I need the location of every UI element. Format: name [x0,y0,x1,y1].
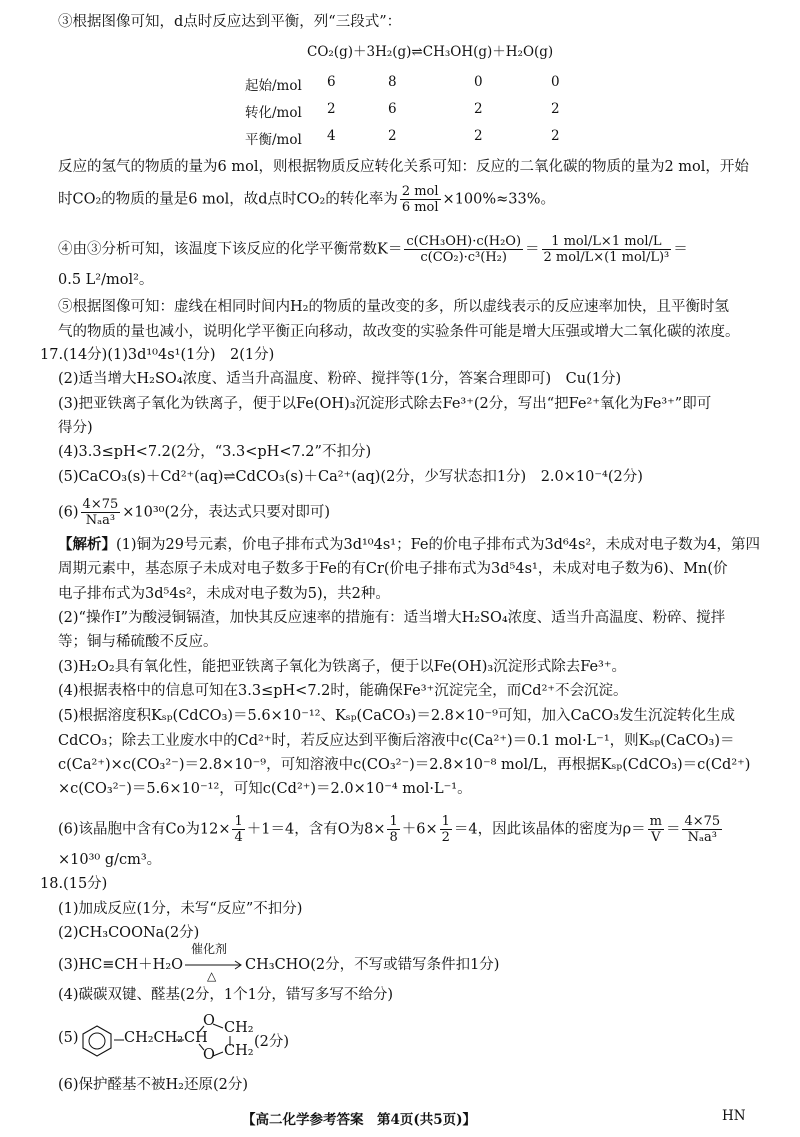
cell: 2 [388,128,397,144]
denominator: 6 mol [401,200,439,215]
bond-line [114,1039,124,1043]
cell: 2 [327,101,336,117]
q17-analysis-1c: 电子排布式为3d⁵4s²，未成对电子数为5)，共2种。 [58,586,390,602]
numerator: 1 [389,814,398,829]
table-row [245,74,625,94]
q17-answer-4: (4)3.3≤pH<7.2(2分，“3.3<pH<7.2”不扣分) [58,444,372,460]
q17-analysis-5b: CdCO₃；除去工业废水中的Cd²⁺时，若反应达到平衡后溶液中c(Ca²⁺)＝0.1 mol·L⁻¹，则Kₛₚ(CaCO₃)＝ [58,733,735,749]
fraction [232,814,244,845]
cell: 2 [474,101,483,117]
text: ＝ [665,821,681,838]
ch2-label: CH₂ [224,1020,254,1036]
row-label: 平衡/mol [245,132,302,148]
oxygen-label: O [203,1047,215,1063]
heat-symbol: △ [207,969,217,983]
text: (6)该晶胞中含有Co为12× [58,821,231,838]
text: (3)HC≡CH＋H₂O [58,957,184,973]
footer-title: 【高二化学参考答案 第4页(共5页)】 [242,1112,477,1128]
numerator: 4×75 [82,497,119,512]
q16-para-1a: 反应的氢气的物质的量为6 mol，则根据物质反应转化关系可知：反应的二氧化碳的物质的量为2 mol，开始 [58,159,749,175]
cell: 4 [327,128,336,144]
oxygen-label: O [203,1013,215,1029]
fraction [440,814,452,845]
catalyst-label: 催化剂 [191,942,228,956]
q17-analysis-5a: (5)根据溶度积Kₛₚ(CdCO₃)＝5.6×10⁻¹²、Kₛₚ(CaCO₃)＝2.8×10⁻⁹可知，加入CaCO₃发生沉淀转化生成 [58,708,736,724]
denominator: Nₐa³ [687,830,718,845]
text: ④由③分析可知，该温度下该反应的化学平衡常数K＝ [58,241,403,258]
cell: 2 [551,101,560,117]
q17-answer-3b: 得分) [58,420,93,436]
q17-analysis-1a [58,535,760,555]
text: CH₃CHO(2分，不写或错写条件扣1分) [245,957,500,973]
q17-analysis-5c: c(Ca²⁺)×c(CO₃²⁻)＝2.8×10⁻⁹，可知溶液中c(CO₃²⁻)＝2.8×10⁻⁸ mol/L，再根据Kₛₚ(CdCO₃)＝c(Cd²⁺) [58,757,751,773]
text: ＝ [525,241,540,258]
ch2-label: CH₂ [224,1043,254,1059]
fraction [404,234,523,265]
q16-step5-b: 气的物质的量也减小，说明化学平衡正向移动，故改变的实验条件可能是增大压强或增大二氧化碳的浓度。 [58,324,740,340]
q17-answer-3a: (3)把亚铁离子氧化为铁离子，便于以Fe(OH)₃沉淀形式除去Fe³⁺(2分，写出“把Fe²⁺氧化为Fe³⁺”即可 [58,396,712,412]
cell: 2 [551,128,560,144]
row-label: 起始/mol [245,78,302,94]
q18-answer-6: (6)保护醛基不被H₂还原(2分) [58,1077,249,1093]
bond-line [176,1039,184,1043]
score-note: (2分) [254,1034,290,1050]
q16-step3-intro: ③根据图像可知，d点时反应达到平衡，列“三段式”： [58,14,402,30]
numerator: c(CH₃OH)·c(H₂O) [406,234,522,249]
q17-analysis-6b: ×10³⁰ g/cm³。 [58,852,162,868]
ch-label: CH [184,1030,208,1046]
fraction [648,814,664,845]
text: ×10³⁰(2分，表达式只要对即可) [122,504,331,521]
table-row [245,101,625,121]
q18-heading: 18.(15分) [40,876,108,892]
table-row [245,128,625,148]
denominator: 4 [234,830,243,845]
cell: 6 [327,74,336,90]
text: ＋1＝4，含有O为8× [246,821,386,838]
numerator: 2 mol [401,184,439,199]
text: (5) [58,1030,79,1046]
text: ＋6× [401,821,438,838]
q17-analysis-4: (4)根据表格中的信息可知在3.3≤pH<7.2时，能确保Fe³⁺沉淀完全，而Cd²⁺不会沉淀。 [58,683,628,699]
q17-analysis-3: (3)H₂O₂具有氧化性，能把亚铁离子氧化为铁离子，便于以Fe(OH)₃沉淀形式除去Fe³⁺。 [58,659,627,675]
denominator: 2 [441,830,450,845]
footer-code: HN [722,1108,746,1124]
numerator: 1 [234,814,243,829]
benzene-ring-icon [80,1024,114,1058]
text: 时CO₂的物质的量是6 mol，故d点时CO₂的转化率为 [58,191,398,208]
q17-analysis-6a [58,814,724,845]
q17-answer-2: (2)适当增大H₂SO₄浓度、适当升高温度、粉碎、搅拌等(1分，答案合理即可) Cu(1分) [58,371,622,387]
q17-answer-5: (5)CaCO₃(s)＋Cd²⁺(aq)⇌CdCO₃(s)＋Ca²⁺(aq)(2分，少写状态扣1分) 2.0×10⁻⁴(2分) [58,469,643,485]
q18-answer-5 [58,1010,358,1070]
denominator: 8 [389,830,398,845]
q16-para-1b [58,184,555,215]
analysis-label: 【解析】 [58,536,116,553]
cell: 2 [474,128,483,144]
denominator: V [651,830,661,845]
text: ＝4，因此该晶体的密度为ρ＝ [453,821,646,838]
text: ×100%≈33%。 [442,191,556,208]
q17-analysis-2a: (2)“操作Ⅰ”为酸浸铜镉渣，加快其反应速率的措施有：适当增大H₂SO₄浓度、适当升高温度、粉碎、搅拌 [58,610,726,626]
denominator: Nₐa³ [85,513,116,528]
cell: 6 [388,101,397,117]
q18-answer-1: (1)加成反应(1分，未写“反应”不扣分) [58,901,303,917]
q17-analysis-2b: 等；铜与稀硫酸不反应。 [58,634,218,650]
numerator: 4×75 [684,814,721,829]
reaction-arrow [183,942,245,983]
text: (6) [58,504,79,521]
reaction-equation: CO₂(g)＋3H₂(g)⇌CH₃OH(g)＋H₂O(g) [307,44,554,60]
fraction [387,814,399,845]
denominator: 2 mol/L×(1 mol/L)³ [543,250,670,265]
ring-bonds [194,1016,234,1066]
cell: 0 [474,74,483,90]
q17-answer-6 [58,497,330,528]
cell: 0 [551,74,560,90]
q17-analysis-1b: 周期元素中，基态原子未成对电子数多于Fe的有Cr(价电子排布式为3d⁵4s¹，未成对电子数为6)、Mn(价 [58,561,728,577]
q18-answer-3 [58,942,500,983]
text: ＝ [673,241,688,258]
q16-step4 [58,234,688,265]
q18-answer-2: (2)CH₃COONa(2分) [58,925,200,941]
q17-analysis-5d: ×c(CO₃²⁻)＝5.6×10⁻¹²，可知c(Cd²⁺)＝2.0×10⁻⁴ mol·L⁻¹。 [58,781,472,797]
chain-label: CH₂CH₂ [124,1030,184,1046]
row-label: 转化/mol [245,105,302,121]
denominator: c(CO₂)·c³(H₂) [420,250,507,265]
q16-step4-result: 0.5 L²/mol²。 [58,272,154,288]
q17-heading: 17.(14分)(1)3d¹⁰4s¹(1分) 2(1分) [40,347,275,363]
fraction [682,814,722,845]
numerator: m [649,814,662,829]
q18-answer-4: (4)碳碳双键、醛基(2分，1个1分，错写多写不给分) [58,987,394,1003]
numerator: 1 mol/L×1 mol/L [542,234,672,250]
text: (1)铜为29号元素，价电子排布式为3d¹⁰4s¹；Fe的价电子排布式为3d⁶4s²，未成对电子数为4，第四 [116,537,760,553]
q16-step5-a: ⑤根据图像可知：虚线在相同时间内H₂的物质的量改变的多，所以虚线表示的反应速率加快，且平衡时氢 [58,299,729,315]
fraction [542,234,672,265]
fraction [400,184,441,215]
numerator: 1 [441,814,450,829]
fraction [81,497,121,528]
cell: 8 [388,74,397,90]
